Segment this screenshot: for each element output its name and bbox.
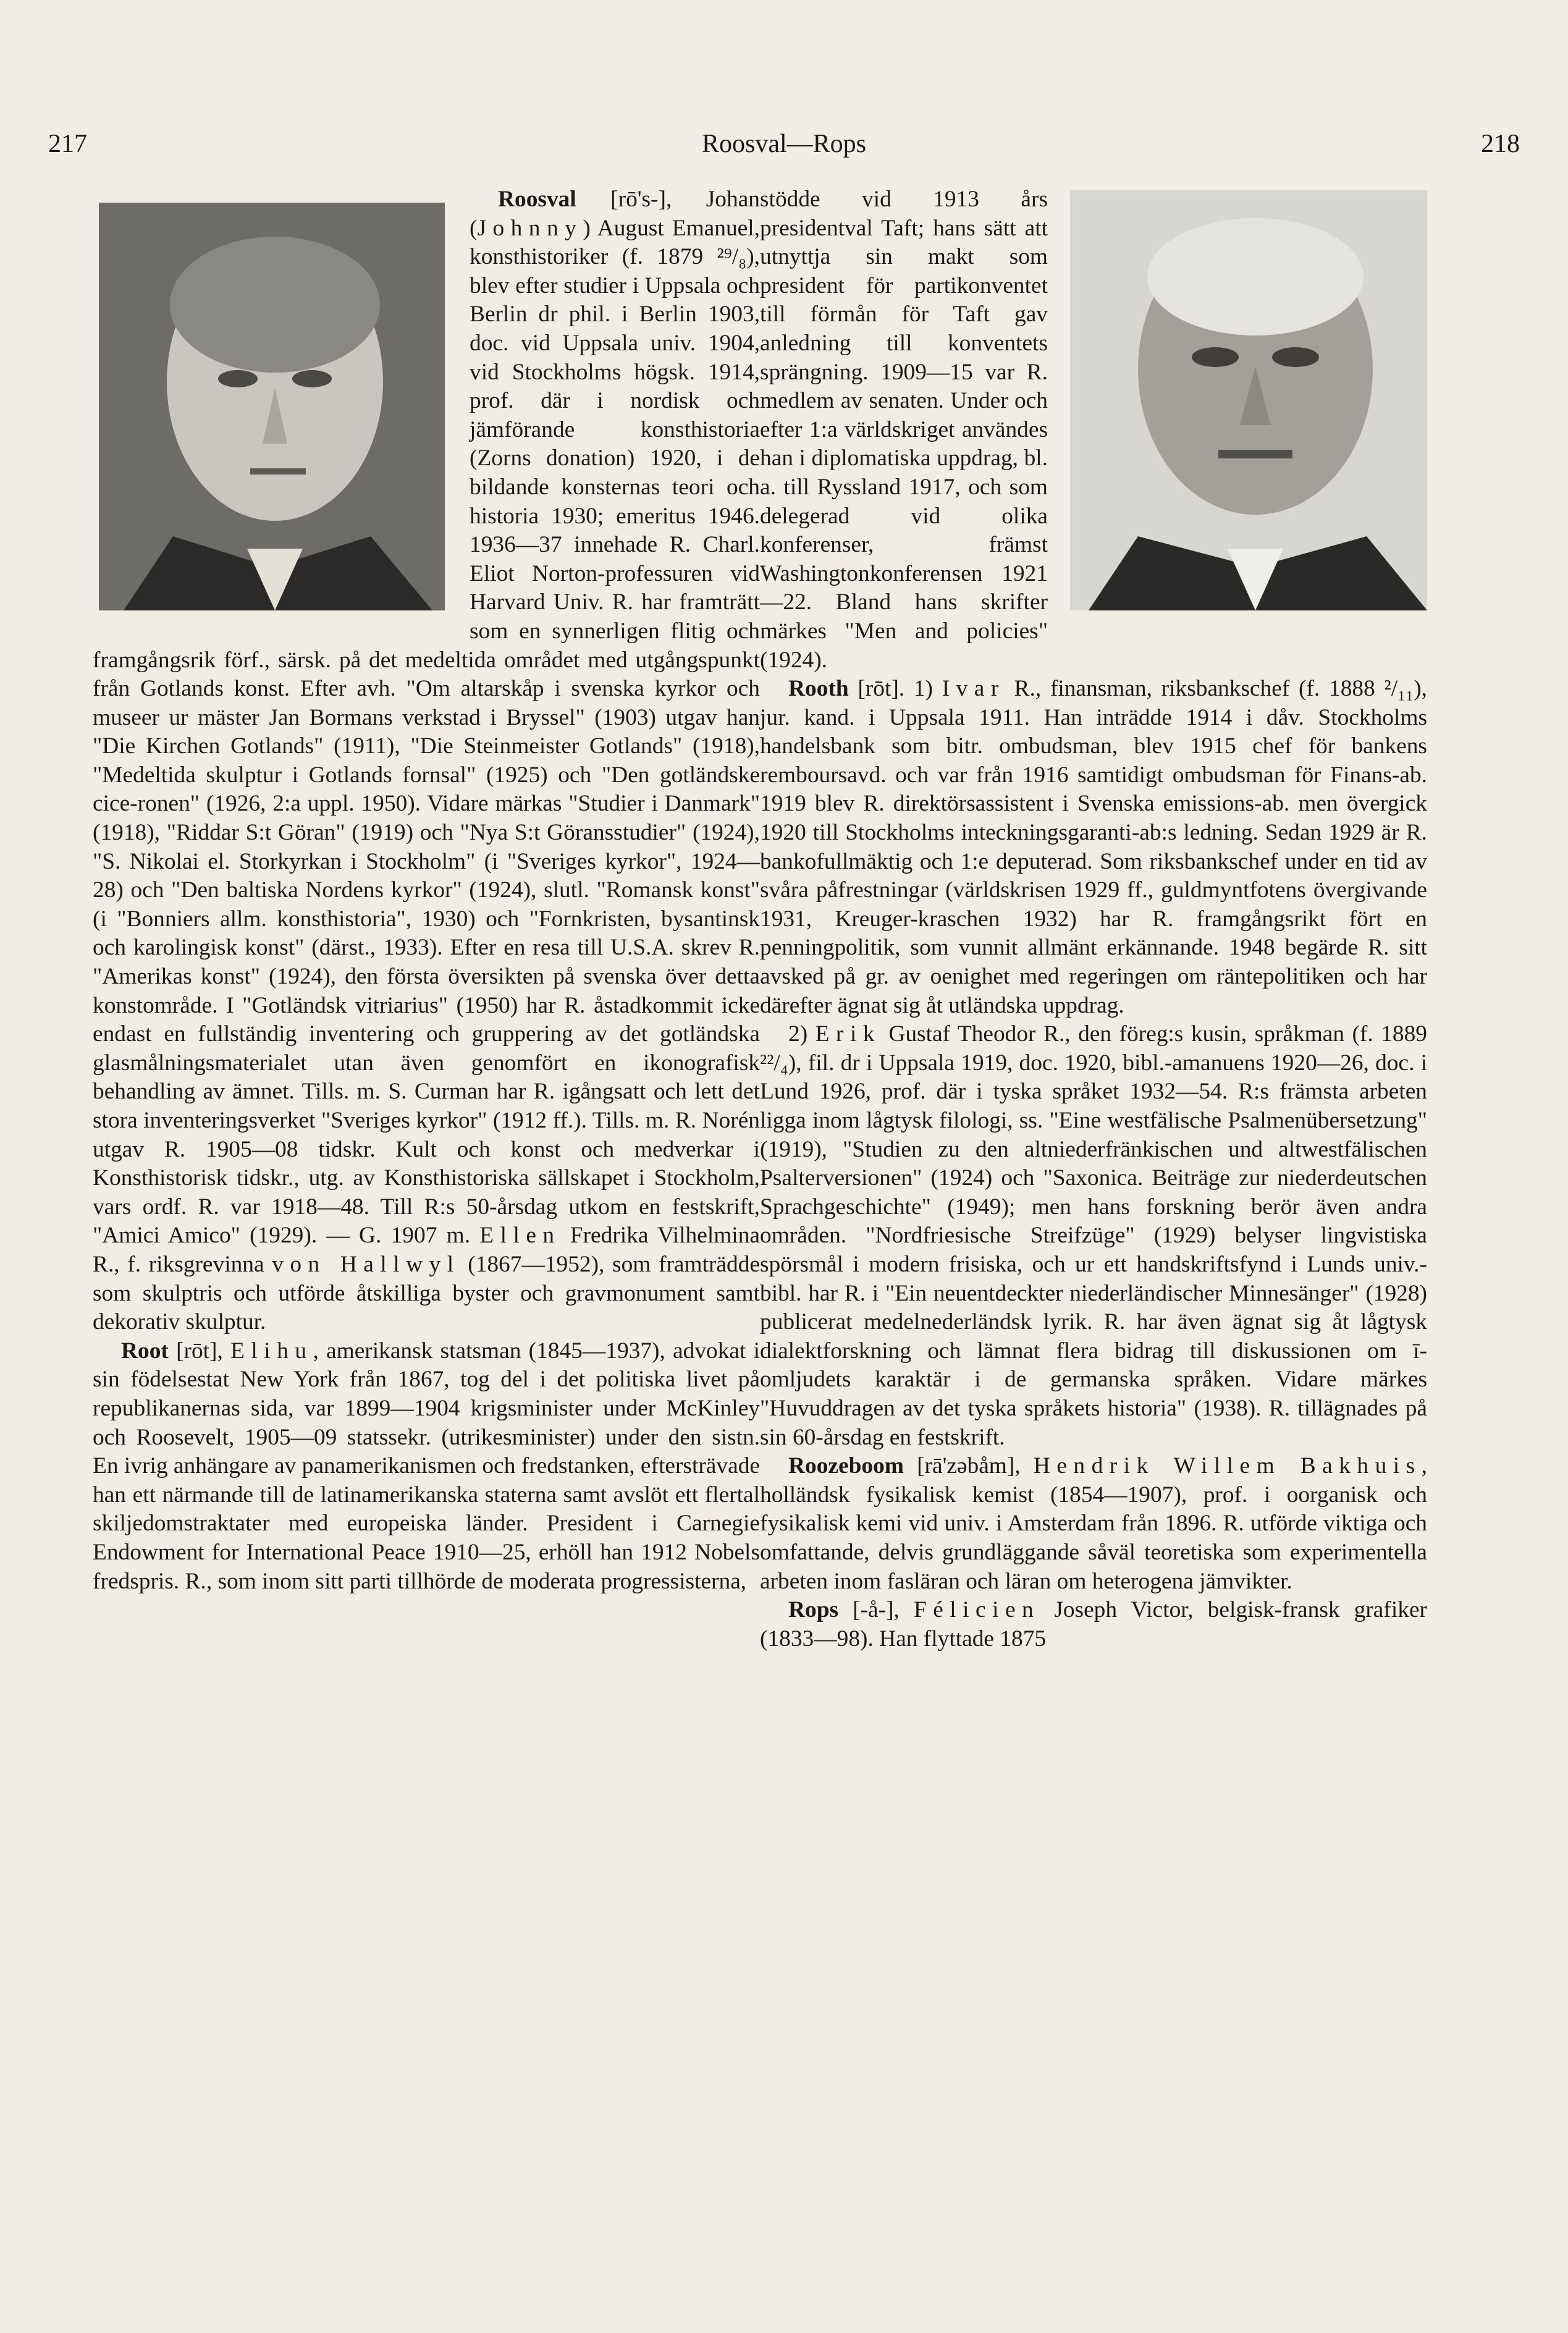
entry-rooth [760,675,1427,1020]
entry-rops [760,1596,1427,1653]
root-given-name: Elihu [230,1338,313,1364]
root-text-1: [rōt], [168,1338,231,1364]
roosval-given-name: Johnny [477,215,583,241]
headword-roozeboom: Roozeboom [788,1453,904,1479]
entry-roozeboom [760,1452,1427,1596]
rops-text-2: Joseph Victor, belgisk-fransk grafiker (1833—98). Han flyttade 1875 [760,1597,1427,1652]
left-column [93,185,760,2311]
running-title: Roosval—Rops [701,130,867,158]
root-continued [760,185,1427,675]
portrait-photo-roosval [99,203,445,610]
right-column [760,185,1427,2311]
entry-root [93,1337,760,1596]
rooth-text-3: 2) [788,1021,816,1047]
rooth-text-2: R., finansman, riksbankschef (f. 1888 ²/₁₁), jur. kand. i Uppsala 1911. Han inträdde 1914 i dåv. Stockholms handelsbank som bitr. ombudsman, blev 1915 chef för bankens remboursavd. och var från 1916 samtidigt ombudsman för Finans-ab. 1919 blev R. direktörsassistent i Svenska emissions-ab. men övergick 1920 till Stockholms inteckningsgaranti-ab:s ledning. Sedan 1929 är R. bankofullmäktig och 1:e deputerad. Som riksbankschef under en tid av svåra påfrestningar (världskrisen 1929 ff., guldmyntfotens övergivande 1931, Kreuger-kraschen 1932) har R. framgångsrikt fört en penningpolitik, som vunnit allmänt erkännande. 1948 begärde R. sitt avsked på gr. av oenighet med regeringen om räntepolitiken och har därefter ägnat sig åt utländska uppdrag. [760,676,1427,1018]
page-number-left: 217 [48,130,87,158]
root-text-2: , amerikansk statsman (1845—1937), advokat i sin födelsestat New York från 1867, tog del i det politiska livet på republikanernas sida, var 1899—1904 krigsminister under McKinley och Roosevelt, 1905—09 statssekr. (utrikesminister) under den sistn. En ivrig anhängare av panamerikanismen och fredstanken, eftersträvade han ett närmande till de latinamerikanska staterna samt avslöt ett flertal skiljedomstraktater med europeiska länder. President i Carnegie Endowment for International Peace 1910—25, erhöll han 1912 Nobels fredspris. R., som inom sitt parti tillhörde de moderata progressisterna, [93,1338,760,1594]
entry-roosval [93,185,760,1337]
roozeboom-text-1: [rā'zəbåm], [903,1453,1034,1479]
rops-given-name: Félicien [913,1597,1040,1623]
rooth-text-1: [rōt]. 1) [848,676,942,702]
roosval-text-1: [rō's-], Johan ( [470,187,760,241]
rooth-text-4: Gustaf Theodor R., den föreg:s kusin, språkman (f. 1889 ²²/₄), fil. dr i Uppsala 1919, doc. 1920, bibl.-amanuens 1920—26, doc. i Lund 1926, prof. där i tyska språket 1932—54. R:s främsta arbeten ligga inom lågtysk filologi, ss. "Eine westfälische Psalmenübersetzung" (1919), "Studien zu den altniederfränkischen und altwestfälischen Psalterversionen" (1924) och "Saxonica. Beiträge zur niederdeutschen Sprachgeschichte" (1949); men hans forskning berör även andra områden. "Nordfriesische Streifzüge" (1929) belyser lingvistiska spörsmål i modern frisiska, och ur ett handskriftsfynd i Lunds univ.-bibl. har R. i "Ein neuentdeckter niederländischer Minnesänger" (1928) publicerat medelnederländsk lyrik. R. har även ägnat sig åt lågtysk dialektforskning och lämnat flera bidrag till diskussionen om ī-omljudets karaktär i de germanska språken. Vidare märkes "Huvuddragen av det tyska språkets historia" (1938). R. tillägnades på sin 60-årsdag en festskrift. [760,1021,1427,1450]
roosval-text-4: (1867—1952), som framträdde som skulptris och utförde åtskilliga byster och gravmonument samt dekorativ skulptur. [93,1251,761,1335]
portrait-photo-root [1070,190,1427,610]
roosval-wife-family: von Hallwyl [272,1251,460,1277]
roosval-text-3: Fredrika Vilhelmina R., f. riksgrevinna [93,1223,760,1277]
headword-rooth: Rooth [788,676,849,702]
headword-root: Root [121,1338,169,1364]
roozeboom-text-2: , holländsk fysikalisk kemist (1854—1907), prof. i oorganisk och fysikalisk kemi vid univ. i Amsterdam från 1896. R. utförde viktiga och omfattande, delvis grundläggande såväl teoretiska som experimentella arbeten inom fasläran och läran om heterogena jämvikter. [760,1453,1427,1594]
rops-text-1: [-å-], [838,1597,914,1623]
rooth-name-ivar: Ivar [942,676,1005,702]
headword-rops: Rops [788,1597,839,1623]
roosval-wife-name: Ellen [479,1223,561,1249]
headword-roosval: Roosval [498,187,576,212]
rooth-name-erik: Erik [815,1021,881,1047]
root-continued-text: stödde vid 1913 års presidentval Taft; hans sätt att utnyttja sin makt som president för partikonventet till förmån för Taft gav anledning till konventets sprängning. 1909—15 var R. medlem av senaten. Under och efter 1:a världskriget användes han i diplomatiska uppdrag, bl. a. till Ryssland 1917, och som delegerad vid olika konferenser, främst Washingtonkonferensen 1921—22. Bland hans skrifter märkes "Men and policies" (1924). [760,187,1048,673]
roosval-text-2: ) August Emanuel, konsthistoriker (f. 1879 ²⁹/₈), blev efter studier i Uppsala och Berlin dr phil. i Berlin 1903, doc. vid Uppsala univ. 1904, vid Stockholms högsk. 1914, prof. där i nordisk och jämförande konsthistoria (Zorns donation) 1920, i de bildande konsternas teori och historia 1930; emeritus 1946. 1936—37 innehade R. Charl. Eliot Norton-professuren vid Harvard Univ. R. har framträtt som en synnerligen flitig och framgångsrik förf., särsk. på det medeltida området med utgångspunkt från Gotlands konst. Efter avh. "Om altarskåp i svenska kyrkor och museer ur mäster Jan Bormans verkstad i Bryssel" (1903) utgav han "Die Kirchen Gotlands" (1911), "Die Steinmeister Gotlands" (1918), "Medeltida skulptur i Gotlands fornsal" (1925) och "Den gotländske cice-ronen" (1926, 2:a uppl. 1950). Vidare märkas "Studier i Danmark" (1918), "Riddar S:t Göran" (1919) och "Nya S:t Göransstudier" (1924), "S. Nikolai el. Storkyrkan i Stockholm" (i "Sveriges kyrkor", 1924—28) och "Den baltiska Nordens kyrkor" (1924), slutl. "Romansk konst" (i "Bonniers allm. konsthistoria", 1930) och "Fornkristen, bysantinsk och karolingisk konst" (därst., 1933). Efter en resa till U.S.A. skrev R. "Amerikas konst" (1924), den första översikten på svenska över detta konstområde. I "Gotländsk vitriarius" (1950) har R. åstadkommit icke endast en fullständig inventering och gruppering av det gotländska glasmålningsmaterialet utan även genomfört en ikonografisk behandling av ämnet. Tills. m. S. Curman har R. igångsatt och lett det stora inventeringsverket "Sveriges kyrkor" (1912 ff.). Tills. m. R. Norén utgav R. 1905—08 tidskr. Kult och konst och medverkar i Konsthistorisk tidskr., utg. av Konsthistoriska sällskapet i Stockholm, vars ordf. R. var 1918—48. Till R:s 50-årsdag utkom en festskrift, "Amici Amico" (1929). — G. 1907 m. [93,215,760,1249]
page-number-right: 218 [1481,130,1520,158]
entry-rooth-erik [760,1020,1427,1452]
roozeboom-given-name: Hendrik Willem Bakhuis [1033,1453,1422,1479]
